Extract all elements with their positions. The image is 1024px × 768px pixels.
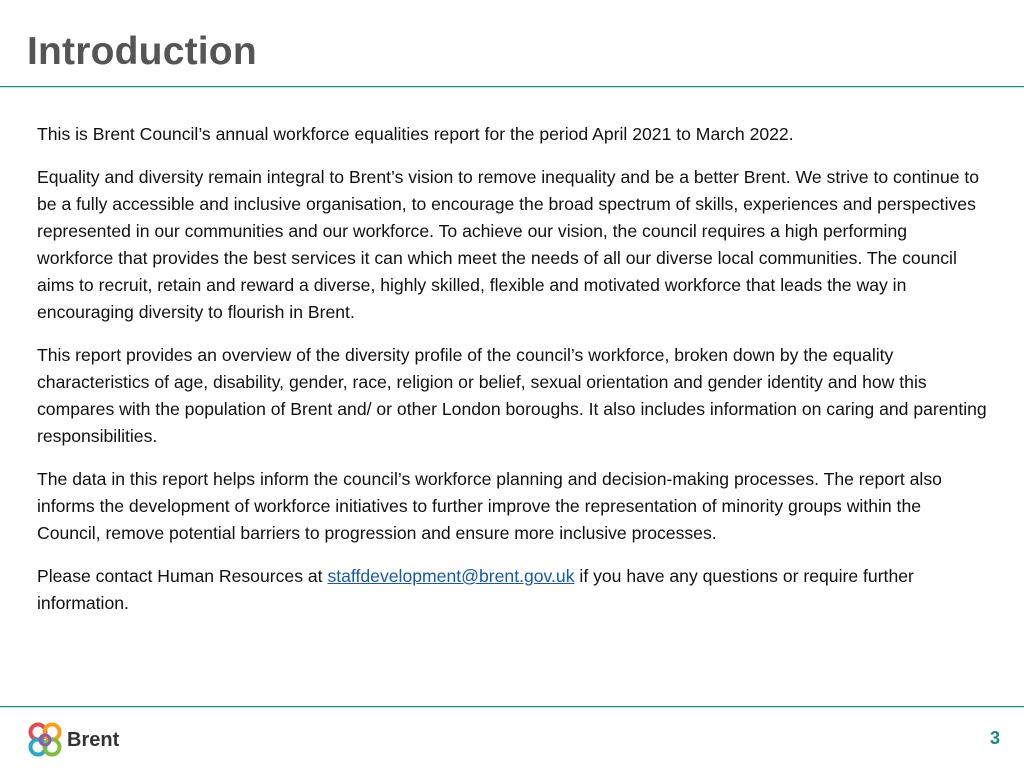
page-number: 3 [989,728,1000,748]
paragraph-intro: This is Brent Council’s annual workforce equalities report for the period April 2021 to March 2022. [37,124,794,144]
body-text [37,121,987,633]
logo-text: Brent [67,728,120,751]
paragraph-data-use: The data in this report helps inform the council’s workforce planning and decision-making processes. The report also informs the development of workforce initiatives to further improve the representation of minority groups within the Council, remove potential barriers to progression and ensure more inclusive processes. [37,469,942,543]
paragraph-contact [37,563,987,617]
footer-divider [0,706,1024,707]
contact-text-after: if you have any questions or require further information. [37,566,914,613]
paragraph-overview: This report provides an overview of the diversity profile of the council’s workforce, broken down by the equality characteristics of age, disability, gender, race, religion or belief, sexual orientation and gender identity and how this compares with the population of Brent and/ or other London boroughs. It also includes information on caring and parenting responsibilities. [37,345,987,446]
brent-logo-icon [27,722,63,758]
paragraph-vision: Equality and diversity remain integral to Brent’s vision to remove inequality and be a better Brent. We strive to continue to be a fully accessible and inclusive organisation, to encourage the broad spectrum of skills, experiences and perspectives represented in our communities and our workforce. To achieve our vision, the council requires a high performing workforce that provides the best services it can which meet the needs of all our diverse local communities. The council aims to recruit, retain and reward a diverse, highly skilled, flexible and motivated workforce that leads the way in encouraging diversity to flourish in Brent. [37,167,980,322]
title-divider [0,86,1024,87]
brent-logo [27,720,119,760]
contact-text-before: Please contact Human Resources at [37,566,328,586]
page-title: Introduction [27,30,257,73]
email-link[interactable]: staffdevelopment@brent.gov.uk [327,566,575,586]
